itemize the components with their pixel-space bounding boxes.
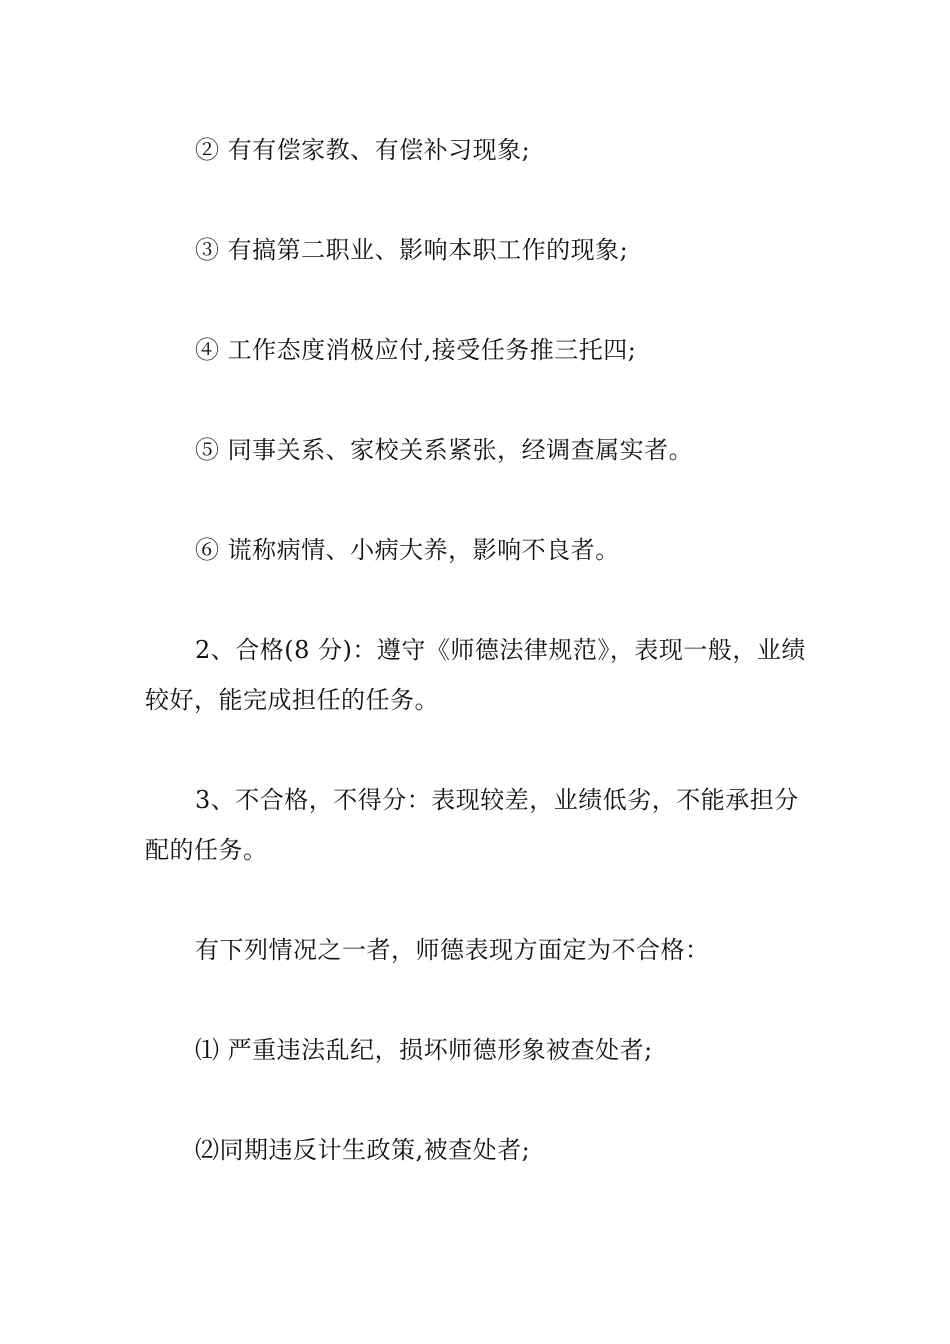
paragraph-condition-2: ⑵同期违反计生政策,被查处者; <box>195 1136 531 1164</box>
paragraph-item-6: ⑥ 谎称病情、小病大养，影响不良者。 <box>195 536 620 564</box>
paragraph-item-5: ⑤ 同事关系、家校关系紧张，经调查属实者。 <box>195 436 694 464</box>
paragraph-qualified: 2、合格(8 分)：遵守《师德法律规范》，表现一般，业绩较好，能完成担任的任务。 <box>145 636 806 714</box>
paragraph-item-4: ④ 工作态度消极应付,接受任务推三托四; <box>195 336 637 364</box>
paragraph-item-2: ② 有有偿家教、有偿补习现象; <box>195 136 531 164</box>
paragraph-unqualified-conditions: 有下列情况之一者，师德表现方面定为不合格： <box>195 936 710 964</box>
paragraph-item-3: ③ 有搞第二职业、影响本职工作的现象; <box>195 236 629 264</box>
paragraph-unqualified: 3、不合格，不得分：表现较差，业绩低劣，不能承担分配的任务。 <box>145 786 799 864</box>
paragraph-condition-1: ⑴ 严重违法乱纪，损坏师德形象被查处者; <box>195 1036 653 1064</box>
